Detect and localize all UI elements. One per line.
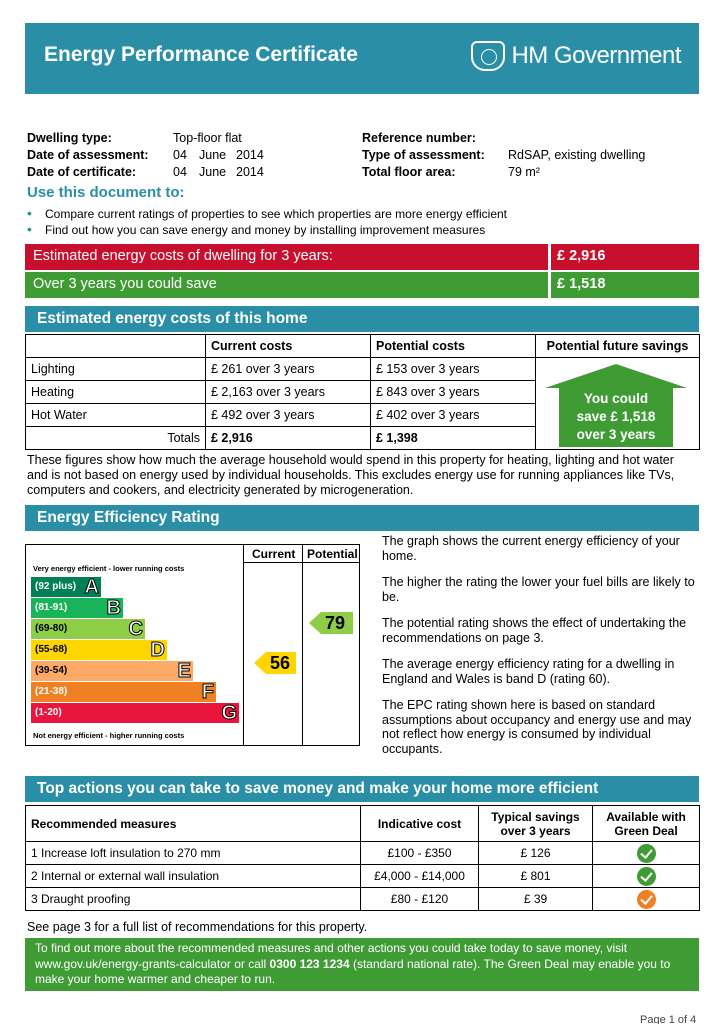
reference-label: Reference number: [362, 131, 476, 145]
eer-graph [25, 544, 360, 746]
use-document-title: Use this document to: [27, 184, 185, 201]
potential-cost: £ 402 over 3 years [371, 404, 536, 427]
rating-band-b [31, 598, 123, 618]
page-number: Page 1 of 4 [640, 1014, 697, 1024]
green-deal-tick-icon [637, 890, 656, 909]
measure-cost: £80 - £120 [361, 888, 479, 911]
measure-saving: £ 801 [479, 865, 593, 888]
hm-government-logo [471, 41, 681, 71]
table-row [26, 865, 700, 888]
bullet-item: • Compare current ratings of properties to see which properties are more energy efficient [27, 206, 507, 222]
house-line: You could [583, 391, 649, 406]
header-bar [25, 23, 699, 94]
measure-name: 3 Draught proofing [26, 888, 361, 911]
green-box-text: To find out more about the recommended measures and other actions you could take today to save money, visit www.gov.uk/energy-grants-calculator or call [35, 941, 628, 971]
current-cost: £ 2,163 over 3 years [206, 381, 371, 404]
eer-top-note: Very energy efficient - lower running costs [33, 564, 185, 573]
savings-cell [536, 358, 700, 450]
info-left [27, 130, 264, 181]
use-bullets [27, 206, 507, 238]
band-letter: F [201, 681, 214, 703]
potential-column-label: Potential [307, 547, 358, 561]
green-box-text: (standard national rate). The Green Deal may enable you to make your home warmer and cheaper to run. [35, 956, 671, 986]
costs-table [25, 334, 700, 450]
band-letter: D [150, 639, 165, 661]
cost-category: Hot Water [26, 404, 206, 427]
cost-header: Indicative cost [361, 806, 479, 842]
cost-category: Lighting [26, 358, 206, 381]
eer-text-para: The EPC rating shown here is based on standard assumptions about occupancy and energy use and may not reflect how energy is consumed by individual occupants. [382, 698, 692, 756]
rating-band-d [31, 640, 167, 660]
green-deal-info-box [25, 938, 699, 991]
bullet-item: • Find out how you can save energy and money by installing improvement measures [27, 222, 507, 238]
measure-saving: £ 39 [479, 888, 593, 911]
total-potential: £ 1,398 [371, 427, 536, 450]
band-letter: B [106, 597, 121, 619]
band-letter: A [84, 576, 99, 598]
rating-band-g [31, 703, 239, 723]
totals-label: Totals [26, 427, 206, 450]
eer-text-para: The graph shows the current energy efficiency of your home. [382, 534, 680, 563]
measure-cost: £100 - £350 [361, 842, 479, 865]
date-certificate-label: Date of certificate: [27, 165, 137, 179]
band-range: (69-80) [35, 623, 68, 634]
eer-text-para: The average energy efficiency rating for a dwelling in England and Wales is band D (rating 60). [382, 657, 675, 686]
potential-rating-value: 79 [321, 612, 353, 634]
estimated-costs-value: £ 2,916 [551, 244, 699, 270]
measure-name: 2 Internal or external wall insulation [26, 865, 361, 888]
green-deal-tick-icon [637, 867, 656, 886]
costs-explanation: These figures show how much the average household would spend in this property for heating, lighting and hot water and is not based on energy used by individual households. This excludes energy use for running appliances like TVs, computers and cookers, and electricity generated by microgeneration. [27, 453, 675, 497]
band-range: (55-68) [35, 644, 68, 655]
band-letter: G [221, 702, 237, 724]
savings-header: Typical savings over 3 years [479, 806, 593, 842]
dwelling-type-label: Dwelling type: [27, 131, 112, 145]
measures-header: Recommended measures [26, 806, 361, 842]
royal-crest-icon [471, 41, 505, 71]
hm-government-text: HM Government [511, 42, 681, 69]
costs-header-current: Current costs [206, 335, 371, 358]
rating-band-e [31, 661, 193, 681]
cost-category: Heating [26, 381, 206, 404]
type-assessment-value: RdSAP, existing dwelling [508, 148, 646, 162]
current-cost: £ 492 over 3 years [206, 404, 371, 427]
band-range: (21-38) [35, 686, 68, 697]
current-cost: £ 261 over 3 years [206, 358, 371, 381]
info-right [362, 130, 645, 181]
eer-text-para: The potential rating shows the effect of undertaking the recommendations on page 3. [382, 616, 687, 645]
green-deal-header: Available with Green Deal [593, 806, 700, 842]
band-range: (39-54) [35, 665, 68, 676]
see-page-note: See page 3 for a full list of recommendations for this property. [27, 920, 368, 934]
potential-cost: £ 153 over 3 years [371, 358, 536, 381]
eer-description [382, 534, 698, 768]
floor-area-label: Total floor area: [362, 165, 456, 179]
measure-name: 1 Increase loft insulation to 270 mm [26, 842, 361, 865]
estimated-costs-bar [25, 244, 699, 270]
phone-number: 0300 123 1234 [269, 956, 350, 971]
eer-heading: Energy Efficiency Rating [25, 505, 699, 531]
band-letter: E [177, 660, 191, 682]
page-title: Energy Performance Certificate [44, 43, 358, 66]
date-certificate-value: 04 June 2014 [173, 165, 264, 179]
band-range: (1-20) [35, 707, 62, 718]
rating-band-f [31, 682, 216, 702]
costs-header-blank [26, 335, 206, 358]
dwelling-type-value: Top-floor flat [173, 131, 242, 145]
rating-band-a [31, 577, 101, 597]
actions-table [25, 805, 700, 911]
date-assessment-value: 04 June 2014 [173, 148, 264, 162]
band-range: (92 plus) [35, 581, 77, 592]
rating-band-c [31, 619, 145, 639]
house-savings-icon [545, 364, 687, 448]
house-line: over 3 years [576, 427, 656, 442]
measure-saving: £ 126 [479, 842, 593, 865]
eer-text-para: The higher the rating the lower your fuel bills are likely to be. [382, 575, 695, 604]
costs-header-savings: Potential future savings [536, 335, 700, 358]
top-actions-heading: Top actions you can take to save money and make your home more efficient [25, 776, 699, 802]
estimated-costs-heading: Estimated energy costs of this home [25, 306, 699, 332]
band-range: (81-91) [35, 602, 68, 613]
total-current: £ 2,916 [206, 427, 371, 450]
could-save-label: Over 3 years you could save [25, 272, 548, 298]
date-assessment-label: Date of assessment: [27, 148, 149, 162]
potential-rating-arrow [309, 612, 353, 634]
table-row [26, 888, 700, 911]
band-letter: C [128, 618, 143, 640]
current-rating-value: 56 [266, 652, 296, 674]
floor-area-value: 79 m² [508, 165, 540, 179]
house-line: save £ 1,518 [576, 409, 656, 424]
could-save-value: £ 1,518 [551, 272, 699, 298]
costs-header-potential: Potential costs [371, 335, 536, 358]
eer-bottom-note: Not energy efficient - higher running costs [33, 731, 185, 740]
table-row [26, 842, 700, 865]
measure-cost: £4,000 - £14,000 [361, 865, 479, 888]
current-rating-arrow [254, 652, 296, 674]
potential-cost: £ 843 over 3 years [371, 381, 536, 404]
could-save-bar [25, 272, 699, 298]
current-column-label: Current [252, 547, 296, 561]
estimated-costs-label: Estimated energy costs of dwelling for 3 years: [25, 244, 548, 270]
green-deal-tick-icon [637, 844, 656, 863]
type-assessment-label: Type of assessment: [362, 148, 485, 162]
table-row [26, 358, 700, 381]
